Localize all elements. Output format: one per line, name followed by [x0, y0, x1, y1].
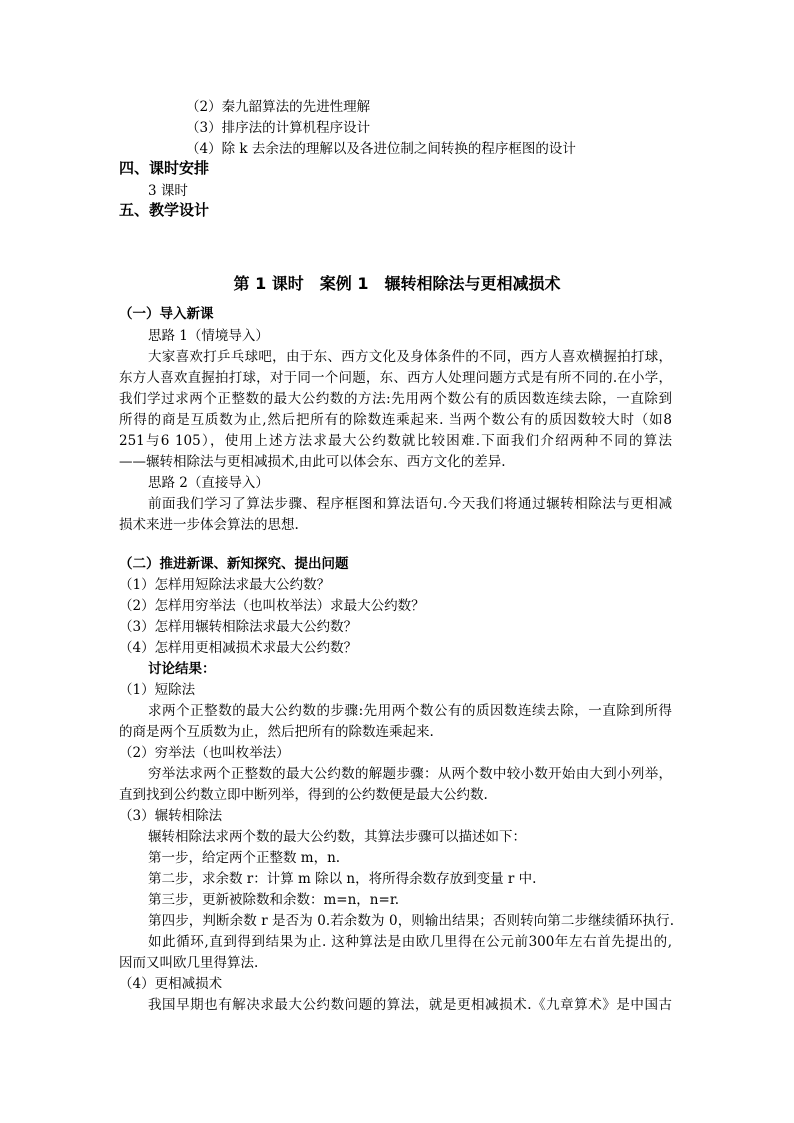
- paragraph-line: 因而又叫欧几里得算法.: [119, 955, 259, 971]
- discussion-label: 讨论结果：: [148, 661, 216, 677]
- section-heading: 四、课时安排: [119, 159, 210, 177]
- outline-item: （2）秦九韶算法的先进性理解: [186, 99, 371, 115]
- method-title: （4）更相减损术: [119, 976, 223, 992]
- paragraph-line: 东方人喜欢直握拍打球，对于同一个问题，东、西方人处理问题方式是有所不同的.在小学，: [119, 370, 672, 386]
- paragraph-line: 损术来进一步体会算法的思想.: [119, 517, 299, 533]
- paragraph-line: 我们学过求两个正整数的最大公约数的方法:先用两个数公有的质因数连续去除，一直除到: [119, 391, 672, 407]
- paragraph-line: ——辗转相除法与更相减损术,由此可以体会东、西方文化的差异.: [119, 454, 506, 470]
- question-item: （3）怎样用辗转相除法求最大公约数？: [119, 619, 358, 635]
- algorithm-step: 第二步，求余数 r：计算 m 除以 n，将所得余数存放到变量 r 中.: [148, 871, 537, 887]
- question-item: （2）怎样用穷举法（也叫枚举法）求最大公约数？: [119, 598, 425, 614]
- paragraph-line: 如此循环,直到得到结果为止. 这种算法是由欧几里得在公元前300年左右首先提出的,: [148, 934, 672, 950]
- paragraph-line: 所得的商是互质数为止,然后把所有的除数连乘起来. 当两个数公有的质因数较大时（如8: [119, 412, 672, 428]
- idea-label: 思路 2（直接导入）: [148, 475, 269, 491]
- outline-item: （4）除 k 去余法的理解以及各进位制之间转换的程序框图的设计: [186, 141, 576, 157]
- algorithm-step: 第三步，更新被除数和余数：m=n，n=r.: [148, 892, 400, 908]
- section-text: 3 课时: [148, 183, 188, 199]
- part-heading: （一）导入新课: [119, 306, 214, 322]
- section-heading: 五、教学设计: [119, 201, 210, 219]
- lesson-title: 第 1 课时 案例 1 辗转相除法与更相减损术: [233, 274, 561, 293]
- question-item: （4）怎样用更相减损术求最大公约数？: [119, 640, 358, 656]
- idea-label: 思路 1（情境导入）: [148, 328, 269, 344]
- question-item: （1）怎样用短除法求最大公约数？: [119, 577, 331, 593]
- paragraph-line: 前面我们学习了算法步骤、程序框图和算法语句.今天我们将通过辗转相除法与更相减: [148, 496, 672, 512]
- part-heading: （二）推进新课、新知探究、提出问题: [119, 556, 349, 572]
- outline-item: （3）排序法的计算机程序设计: [186, 120, 371, 136]
- paragraph-line: 穷举法求两个正整数的最大公约数的解题步骤：从两个数中较小数开始由大到小列举，: [148, 766, 672, 782]
- algorithm-step: 第一步，给定两个正整数 m，n.: [148, 850, 341, 866]
- paragraph-line: 我国早期也有解决求最大公约数问题的算法，就是更相减损术.《九章算术》是中国古: [148, 997, 672, 1013]
- paragraph-line: 大家喜欢打乒乓球吧，由于东、西方文化及身体条件的不同，西方人喜欢横握拍打球，: [148, 349, 672, 365]
- paragraph-line: 251与6 105），使用上述方法求最大公约数就比较困难.下面我们介绍两种不同的算法: [119, 433, 672, 449]
- method-title: （2）穷举法（也叫枚举法）: [119, 745, 290, 761]
- paragraph-line: 直到找到公约数立即中断列举，得到的公约数便是最大公约数.: [119, 787, 488, 803]
- algorithm-step: 第四步，判断余数 r 是否为 0.若余数为 0，则输出结果；否则转向第二步继续循环执行.: [148, 913, 674, 929]
- paragraph-line: 的商是两个互质数为止，然后把所有的除数连乘起来.: [119, 724, 434, 740]
- paragraph-line: 辗转相除法求两个数的最大公约数，其算法步骤可以描述如下：: [148, 829, 526, 845]
- method-title: （1）短除法: [119, 682, 196, 698]
- method-title: （3）辗转相除法: [119, 808, 223, 824]
- paragraph-line: 求两个正整数的最大公约数的步骤:先用两个数公有的质因数连续去除，一直除到所得: [148, 703, 672, 719]
